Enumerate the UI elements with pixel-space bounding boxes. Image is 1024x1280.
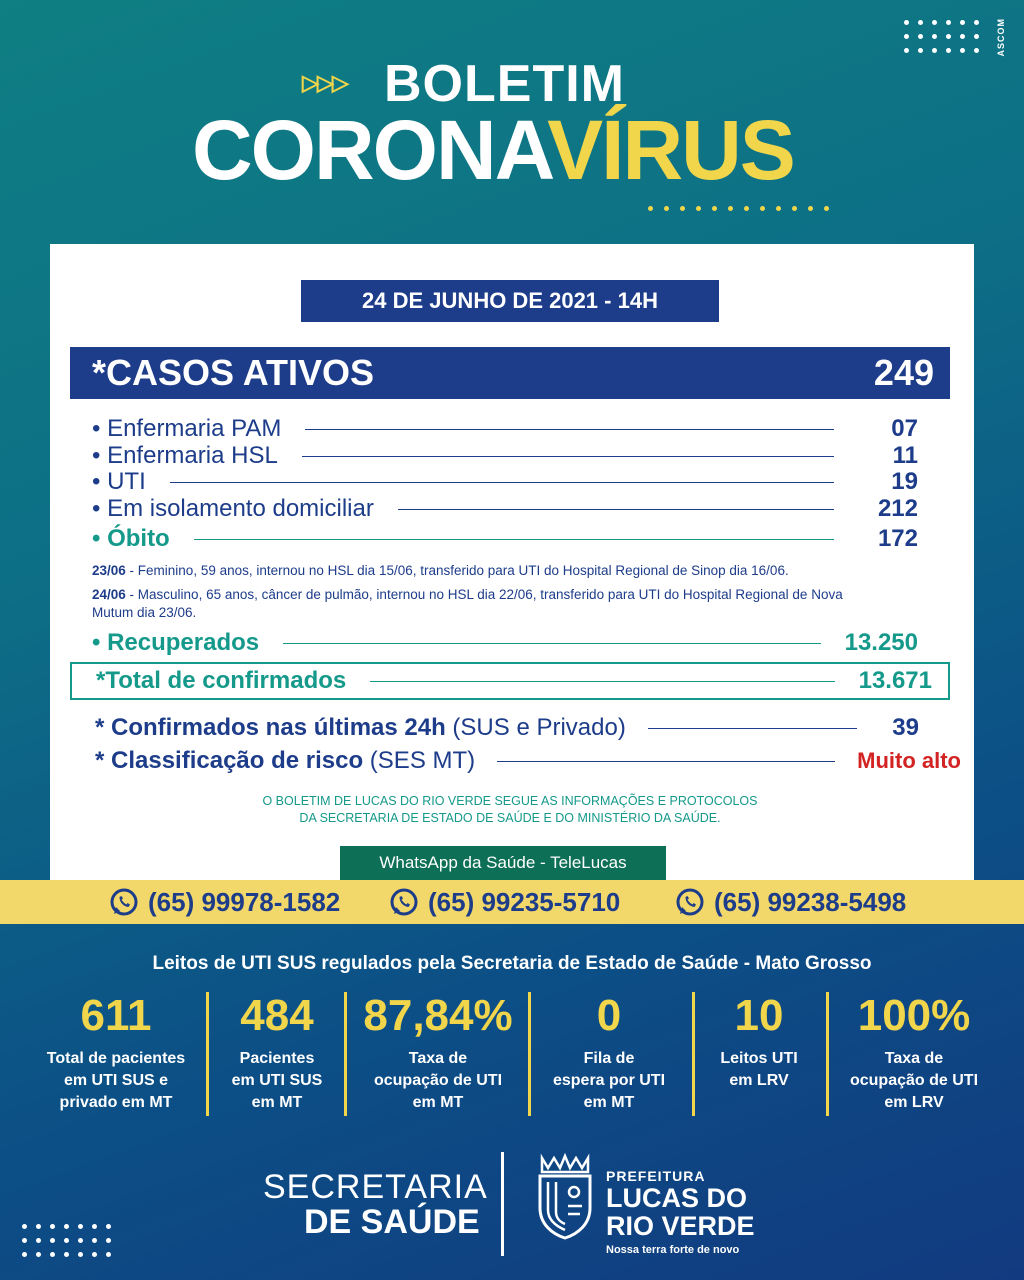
casos-ativos-bar	[70, 347, 950, 399]
rio-verde-label: RIO VERDE	[606, 1211, 755, 1241]
risco-label-rest: (SES MT)	[363, 747, 476, 774]
item-isolamento	[92, 495, 918, 523]
recuperados-row	[92, 629, 918, 657]
leader-line	[283, 643, 820, 644]
obito-note-1	[92, 562, 942, 580]
caption-line: Leitos UTI	[720, 1050, 798, 1067]
leader-line	[302, 456, 834, 457]
stat-fila-espera	[536, 990, 682, 1114]
stat-caption	[536, 1048, 682, 1114]
leader-line	[194, 539, 834, 540]
caption-line: em UTI SUS	[231, 1072, 323, 1089]
stat-value: 484	[240, 991, 314, 1040]
stat-value: 100%	[857, 991, 971, 1040]
disclaimer-line-2: DA SECRETARIA DE ESTADO DE SAÚDE E DO MINISTÉRIO DA SAÚDE.	[299, 811, 721, 825]
item-label: • Enfermaria PAM	[92, 415, 282, 442]
virus-word: VÍRUS	[547, 103, 794, 197]
stat-taxa-ocupacao-mt	[352, 990, 524, 1114]
total-confirmados-row	[96, 667, 932, 695]
ultimas-label-rest: (SUS e Privado)	[445, 714, 626, 741]
caption-line: em MT	[583, 1094, 635, 1111]
whatsapp-icon	[674, 886, 706, 918]
leader-line	[398, 509, 834, 510]
caption-line: privado em MT	[59, 1094, 173, 1111]
stat-caption	[700, 1048, 818, 1092]
casos-ativos-label: *CASOS ATIVOS	[92, 352, 375, 393]
obito-note-2	[92, 586, 882, 622]
corona-word: CORONA	[192, 103, 548, 197]
total-label: *Total de confirmados	[96, 667, 347, 694]
phone-number: (65) 99235-5710	[428, 886, 621, 917]
caption-line: Pacientes	[239, 1050, 315, 1067]
caption-line: ocupação de UTI	[373, 1072, 503, 1089]
phone-3[interactable]	[674, 884, 906, 920]
stat-separator	[826, 992, 829, 1116]
ultimas-value: 39	[892, 714, 919, 741]
decorative-dots-bottom-left	[22, 1224, 111, 1257]
stat-total-pacientes	[34, 990, 198, 1114]
decorative-dots-gold	[648, 206, 829, 211]
ascom-label: ASCOM	[996, 18, 1006, 57]
ultimas-label-bold: * Confirmados nas últimas 24h	[95, 714, 446, 741]
stat-caption	[834, 1048, 994, 1114]
stat-separator	[528, 992, 531, 1116]
note-text: - Masculino, 65 anos, câncer de pulmão, internou no HSL dia 22/06, transferido para UTI do Hospital Regional de Nova Mutum dia 23/06.	[92, 587, 843, 620]
caption-line: Taxa de	[884, 1050, 944, 1067]
leader-line	[370, 681, 834, 682]
caption-line: ocupação de UTI	[849, 1072, 979, 1089]
boletim-title: BOLETIM	[384, 55, 625, 113]
decorative-dots-top-right	[904, 20, 979, 53]
secretaria-label: SECRETARIA	[263, 1168, 488, 1206]
caption-line: em UTI SUS e	[63, 1072, 169, 1089]
slogan: Nossa terra forte de novo	[606, 1244, 740, 1256]
footer-separator	[501, 1152, 504, 1256]
phone-2[interactable]	[388, 884, 620, 920]
risco-row	[95, 746, 961, 776]
leader-line	[648, 728, 857, 729]
prefeitura-label: PREFEITURA	[606, 1168, 706, 1184]
caption-line: em MT	[412, 1094, 464, 1111]
stat-pacientes-uti-sus	[214, 990, 340, 1114]
disclaimer	[190, 793, 830, 827]
item-label: • Em isolamento domiciliar	[92, 495, 374, 522]
stat-taxa-ocupacao-lrv	[834, 990, 994, 1114]
item-value: 212	[877, 495, 918, 522]
whatsapp-icon	[388, 886, 420, 918]
stat-value: 87,84%	[363, 991, 513, 1040]
de-saude-label: DE SAÚDE	[304, 1203, 480, 1241]
stat-value: 10	[734, 991, 784, 1040]
risco-value: Muito alto	[857, 748, 961, 773]
item-value: 11	[892, 442, 918, 469]
whatsapp-icon	[108, 886, 140, 918]
ultimas-24h-row	[95, 713, 919, 743]
stat-leitos-lrv	[700, 990, 818, 1092]
bulletin-date: 24 DE JUNHO DE 2021 - 14H	[301, 280, 719, 322]
phone-number: (65) 99978-1582	[148, 886, 341, 917]
item-value: 19	[891, 468, 918, 495]
recuperados-label: • Recuperados	[92, 629, 260, 656]
stat-caption	[352, 1048, 524, 1114]
item-value: 07	[891, 415, 918, 442]
note-date: 24/06	[92, 587, 126, 602]
caption-line: em LRV	[884, 1094, 944, 1111]
total-value: 13.671	[858, 667, 932, 694]
casos-ativos-value: 249	[873, 352, 934, 393]
caption-line: em MT	[251, 1094, 303, 1111]
item-uti	[92, 468, 918, 496]
stat-separator	[692, 992, 695, 1116]
caption-line: Fila de	[583, 1050, 635, 1067]
caption-line: Taxa de	[408, 1050, 468, 1067]
item-label: • Enfermaria HSL	[92, 442, 278, 469]
item-obito	[92, 525, 918, 553]
leitos-title: Leitos de UTI SUS regulados pela Secretaria de Estado de Saúde - Mato Grosso	[152, 953, 872, 974]
stat-caption	[214, 1048, 340, 1114]
leader-line	[305, 429, 834, 430]
whatsapp-title: WhatsApp da Saúde - TeleLucas	[340, 846, 666, 880]
item-enfermaria-pam	[92, 415, 918, 443]
item-label: • UTI	[92, 468, 146, 495]
caption-line: Total de pacientes	[46, 1050, 186, 1067]
stat-value: 611	[80, 991, 152, 1040]
note-date: 23/06	[92, 563, 126, 578]
obito-value: 172	[877, 525, 918, 552]
recuperados-value: 13.250	[844, 629, 918, 656]
risco-label-bold: * Classificação de risco	[95, 747, 364, 774]
stat-caption	[34, 1048, 198, 1114]
caption-line: espera por UTI	[552, 1072, 666, 1089]
stat-separator	[206, 992, 209, 1116]
note-text: - Feminino, 59 anos, internou no HSL dia 15/06, transferido para UTI do Hospital Regional de Sinop dia 16/06.	[125, 563, 789, 578]
leader-line	[170, 482, 834, 483]
stat-separator	[344, 992, 347, 1116]
lucas-do-label: LUCAS DO	[606, 1183, 747, 1213]
phone-1[interactable]	[108, 884, 340, 920]
stat-value: 0	[596, 991, 622, 1040]
disclaimer-line-1: O BOLETIM DE LUCAS DO RIO VERDE SEGUE AS INFORMAÇÕES E PROTOCOLOS	[262, 794, 758, 808]
obito-label: • Óbito	[92, 525, 170, 552]
coronavirus-title	[192, 103, 794, 197]
coat-of-arms-icon	[534, 1152, 596, 1242]
caption-line: em LRV	[729, 1072, 789, 1089]
item-enfermaria-hsl	[92, 442, 918, 470]
phone-number: (65) 99238-5498	[714, 886, 907, 917]
arrow-icon: ▷▷▷	[302, 70, 347, 95]
leader-line	[497, 761, 835, 762]
